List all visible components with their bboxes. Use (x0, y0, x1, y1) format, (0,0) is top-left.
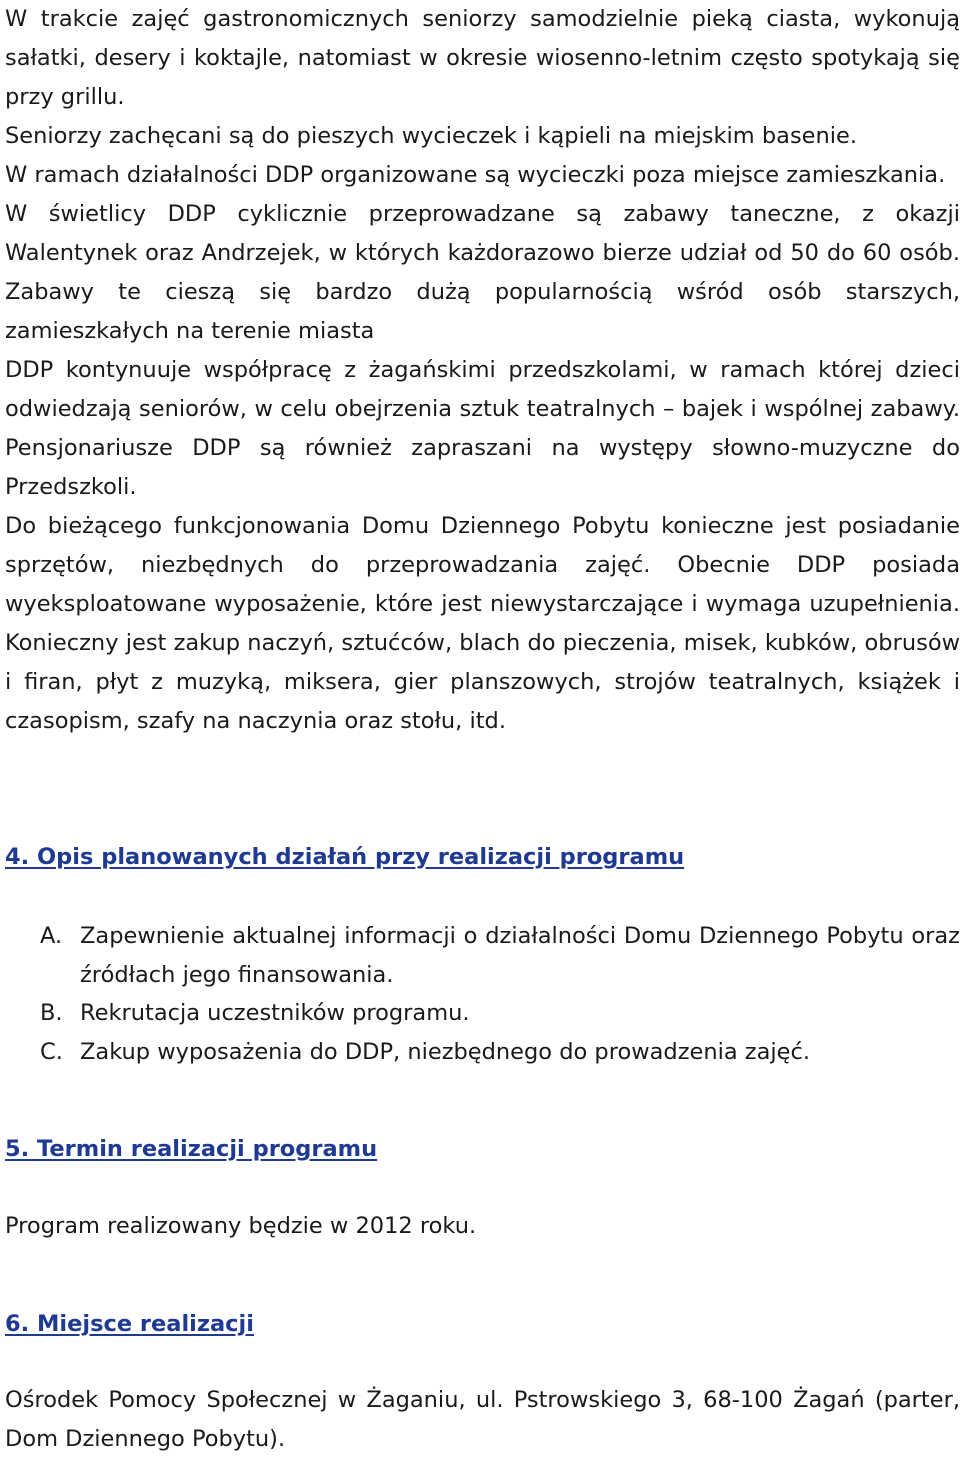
paragraph-excursions: W ramach działalności DDP organizowane są wycieczki poza miejsce zamieszkania. (5, 162, 946, 188)
section-6-body (5, 1381, 960, 1459)
section-4-heading: 4. Opis planowanych działań przy realizacji programu (5, 844, 685, 870)
list-item (40, 994, 960, 1033)
list-item-text: Zapewnienie aktualnej informacji o działalności Domu Dziennego Pobytu oraz źródłach jego finansowania. (80, 923, 960, 988)
location-text: Ośrodek Pomocy Społecznej w Żaganiu, ul. Pstrowskiego 3, 68-100 Żagań (parter, Dom Dziennego Pobytu). (5, 1387, 960, 1452)
planned-actions-list (40, 917, 960, 1071)
term-text: Program realizowany będzie w 2012 roku. (5, 1213, 477, 1239)
list-marker: B. (40, 1000, 63, 1026)
paragraph-kindergarten: DDP kontynuuje współpracę z żagańskimi przedszkolami, w ramach której dzieci odwiedzają seniorów, w celu obejrzenia sztuk teatralnych – bajek i wspólnej zabawy. Pensjonariusze DDP są również zapraszani na występy słowno-muzyczne do Przedszkoli. (5, 357, 960, 500)
list-item-text: Rekrutacja uczestników programu. (80, 1000, 470, 1026)
paragraph-dances: W świetlicy DDP cyklicznie przeprowadzane są zabawy taneczne, z okazji Walentynek oraz Andrzejek, w których każdorazowo bierze udział od 50 do 60 osób. Zabawy te cieszą się bardzo dużą popularnością wśród osób starszych, zamieszkałych na terenie miasta (5, 201, 960, 344)
list-item (40, 917, 960, 994)
section-5-body (5, 1207, 960, 1246)
intro-text (5, 0, 960, 741)
section-5-heading: 5. Termin realizacji programu (5, 1136, 378, 1162)
list-marker: A. (40, 923, 63, 949)
paragraph-trips-pool: Seniorzy zachęcani są do pieszych wycieczek i kąpieli na miejskim basenie. (5, 123, 858, 149)
paragraph-equipment: Do bieżącego funkcjonowania Domu Dziennego Pobytu konieczne jest posiadanie sprzętów, niezbędnych do przeprowadzania zajęć. Obecnie DDP posiada wyeksploatowane wyposażenie, które jest niewystarczające i wymaga uzupełnienia. Konieczny jest zakup naczyń, sztućców, blach do pieczenia, misek, kubków, obrusów i firan, płyt z muzyką, miksera, gier planszowych, strojów teatralnych, książek i czasopism, szafy na naczynia oraz stołu, itd. (5, 513, 960, 734)
list-marker: C. (40, 1038, 63, 1065)
list-item (40, 1033, 960, 1072)
paragraph-gastronomy: W trakcie zajęć gastronomicznych seniorzy samodzielnie pieką ciasta, wykonują sałatki, desery i koktajle, natomiast w okresie wiosenno-letnim często spotykają się przy grillu. (5, 6, 960, 110)
list-item-text: Zakup wyposażenia do DDP, niezbędnego do prowadzenia zajęć. (80, 1038, 811, 1065)
section-6-heading: 6. Miejsce realizacji (5, 1311, 254, 1337)
